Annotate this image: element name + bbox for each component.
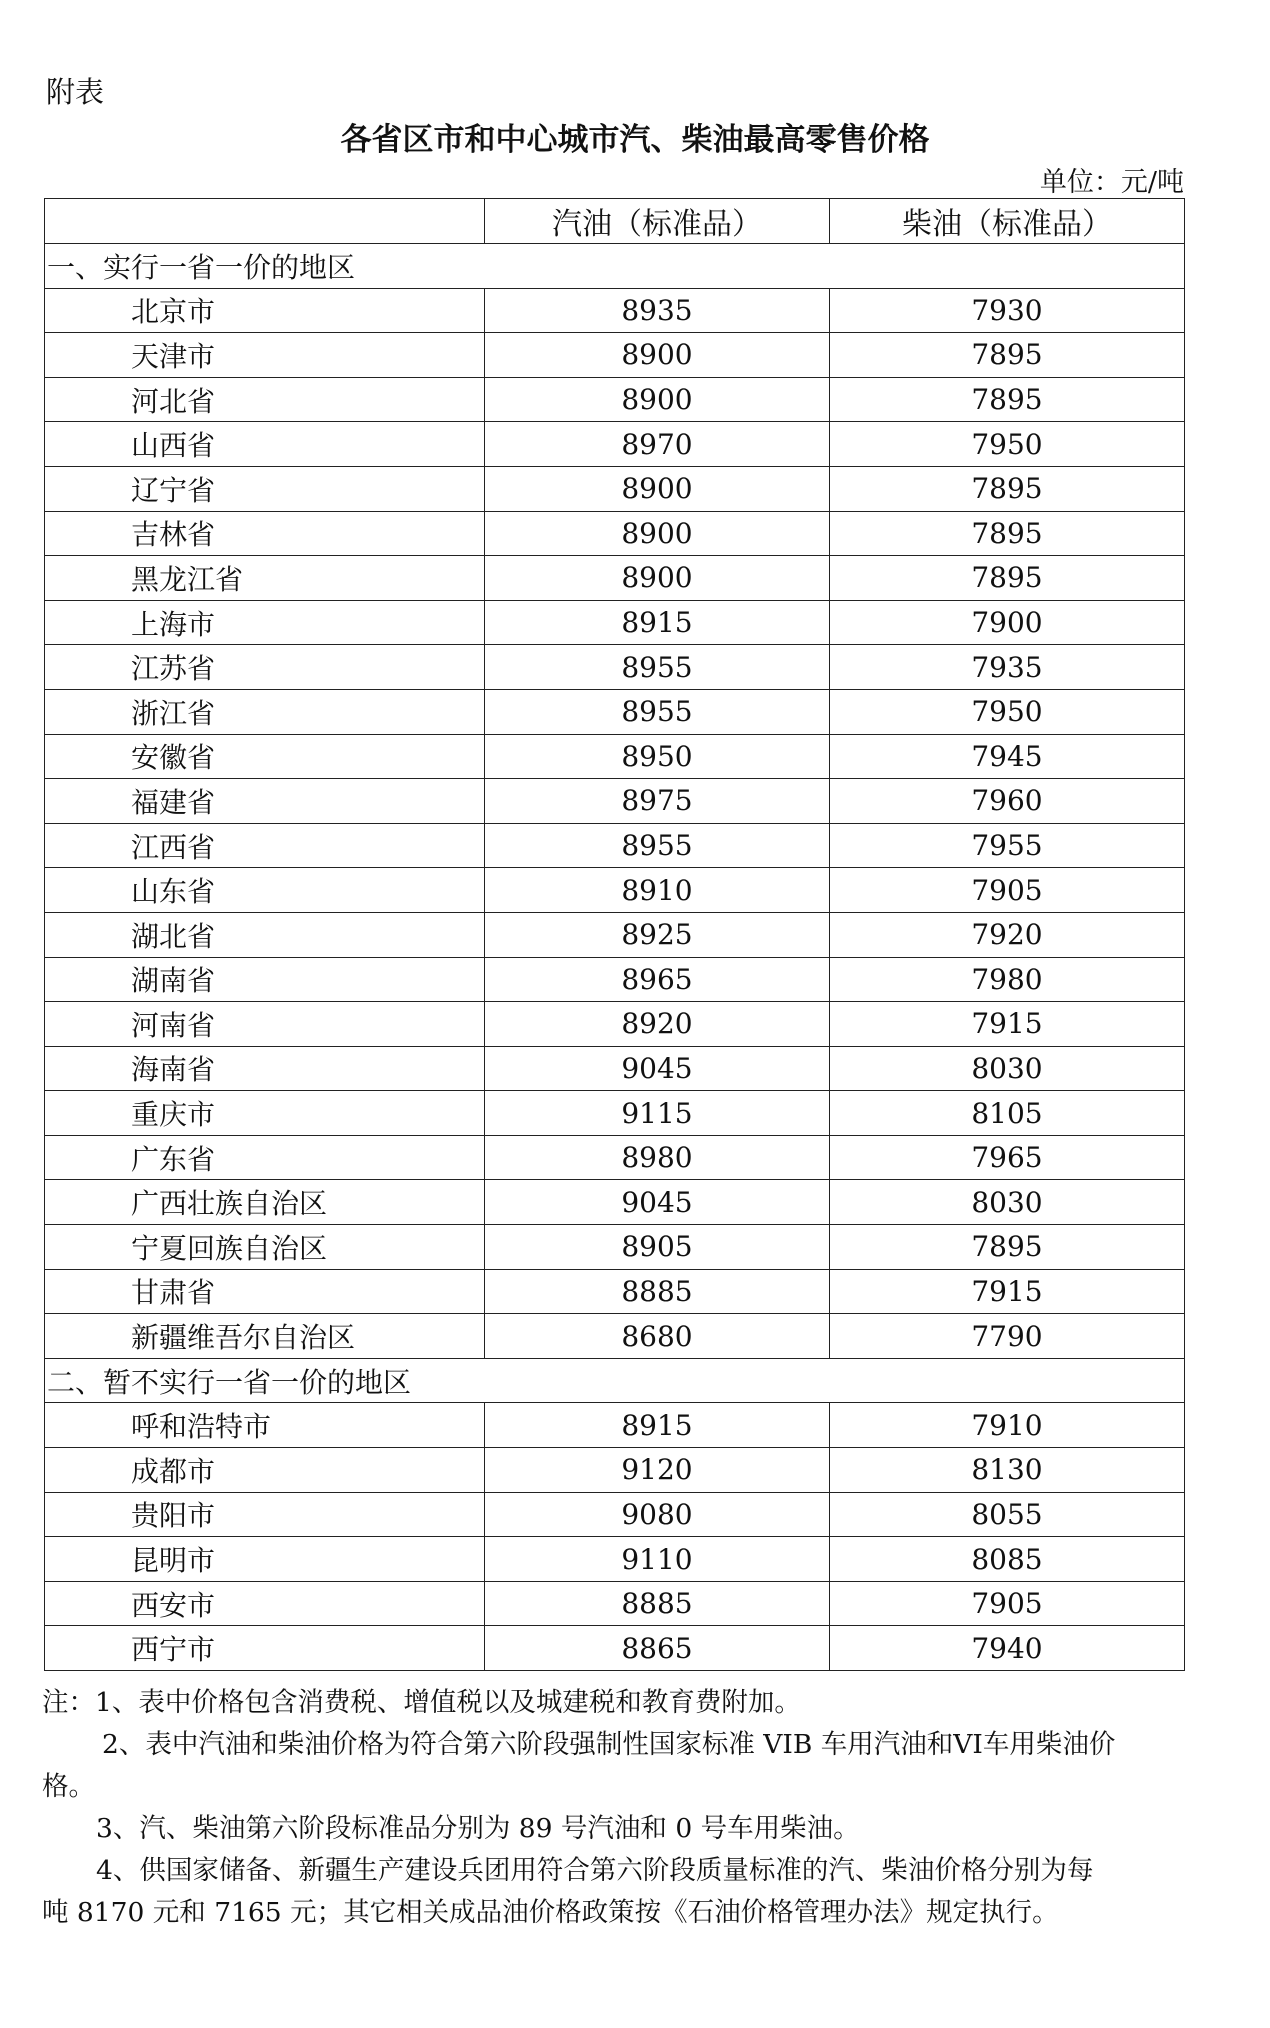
gasoline-price-cell: 8680: [485, 1314, 830, 1359]
region-name-cell: 西宁市: [45, 1626, 485, 1671]
table-row: [45, 1403, 1185, 1448]
gasoline-price-cell: 9115: [485, 1091, 830, 1136]
diesel-price-cell: 7895: [830, 556, 1185, 601]
region-name-cell: 安徽省: [45, 734, 485, 779]
diesel-price-cell: 7790: [830, 1314, 1185, 1359]
gasoline-price-cell: 8955: [485, 645, 830, 690]
gasoline-price-cell: 9080: [485, 1492, 830, 1537]
page-title: 各省区市和中心城市汽、柴油最高零售价格: [340, 122, 930, 158]
gasoline-price-cell: 8920: [485, 1002, 830, 1047]
diesel-price-cell: 8030: [830, 1046, 1185, 1091]
table-row: [45, 1046, 1185, 1091]
diesel-price-cell: 7940: [830, 1626, 1185, 1671]
table-row: [45, 466, 1185, 511]
table-row: [45, 1225, 1185, 1270]
gasoline-price-cell: 8975: [485, 779, 830, 824]
gasoline-price-cell: 8910: [485, 868, 830, 913]
gasoline-price-cell: 8900: [485, 556, 830, 601]
region-name-cell: 福建省: [45, 779, 485, 824]
diesel-price-cell: 8030: [830, 1180, 1185, 1225]
diesel-price-cell: 7915: [830, 1002, 1185, 1047]
gasoline-price-cell: 8955: [485, 823, 830, 868]
region-name-cell: 湖北省: [45, 912, 485, 957]
region-name-cell: 江苏省: [45, 645, 485, 690]
region-name-cell: 山西省: [45, 422, 485, 467]
note-4-continued: 吨 8170 元和 7165 元；其它相关成品油价格政策按《石油价格管理办法》规定执行。: [42, 1897, 1059, 1928]
region-name-cell: 重庆市: [45, 1091, 485, 1136]
region-name-cell: 江西省: [45, 823, 485, 868]
gasoline-price-cell: 8900: [485, 466, 830, 511]
region-name-cell: 西安市: [45, 1581, 485, 1626]
table-row: [45, 957, 1185, 1002]
table-row: [45, 556, 1185, 601]
gasoline-price-cell: 8915: [485, 1403, 830, 1448]
table-row: [45, 734, 1185, 779]
diesel-price-cell: 7895: [830, 333, 1185, 378]
section-heading: 一、实行一省一价的地区: [45, 244, 1185, 289]
gasoline-price-cell: 9110: [485, 1537, 830, 1582]
diesel-price-cell: 7895: [830, 1225, 1185, 1270]
gasoline-price-cell: 8900: [485, 377, 830, 422]
diesel-price-cell: 7950: [830, 422, 1185, 467]
region-name-cell: 宁夏回族自治区: [45, 1225, 485, 1270]
gasoline-price-cell: 8935: [485, 288, 830, 333]
diesel-price-cell: 8105: [830, 1091, 1185, 1136]
note-3: 3、汽、柴油第六阶段标准品分别为 89 号汽油和 0 号车用柴油。: [96, 1813, 860, 1844]
region-name-cell: 天津市: [45, 333, 485, 378]
diesel-price-cell: 7905: [830, 1581, 1185, 1626]
table-row: [45, 1626, 1185, 1671]
diesel-price-cell: 7910: [830, 1403, 1185, 1448]
region-name-cell: 广东省: [45, 1135, 485, 1180]
notes: [42, 1682, 1192, 1934]
diesel-price-cell: 7895: [830, 466, 1185, 511]
header-diesel: 柴油（标准品）: [830, 199, 1185, 244]
region-name-cell: 呼和浩特市: [45, 1403, 485, 1448]
diesel-price-cell: 8085: [830, 1537, 1185, 1582]
note-4: 4、供国家储备、新疆生产建设兵团用符合第六阶段质量标准的汽、柴油价格分别为每: [96, 1855, 1094, 1886]
table-row: [45, 689, 1185, 734]
region-name-cell: 甘肃省: [45, 1269, 485, 1314]
table-row: [45, 868, 1185, 913]
diesel-price-cell: 7950: [830, 689, 1185, 734]
table-row: [45, 823, 1185, 868]
gasoline-price-cell: 8965: [485, 957, 830, 1002]
region-name-cell: 广西壮族自治区: [45, 1180, 485, 1225]
note-2: 2、表中汽油和柴油价格为符合第六阶段强制性国家标准 VIB 车用汽油和VI车用柴油价: [102, 1729, 1116, 1760]
header-region: [45, 199, 485, 244]
region-name-cell: 河南省: [45, 1002, 485, 1047]
gasoline-price-cell: 8885: [485, 1581, 830, 1626]
price-table: [44, 198, 1185, 1671]
gasoline-price-cell: 8970: [485, 422, 830, 467]
diesel-price-cell: 7920: [830, 912, 1185, 957]
region-name-cell: 辽宁省: [45, 466, 485, 511]
table-row: [45, 1135, 1185, 1180]
diesel-price-cell: 7955: [830, 823, 1185, 868]
gasoline-price-cell: 8905: [485, 1225, 830, 1270]
table-row: [45, 377, 1185, 422]
table-row: [45, 333, 1185, 378]
region-name-cell: 海南省: [45, 1046, 485, 1091]
region-name-cell: 成都市: [45, 1448, 485, 1493]
gasoline-price-cell: 8865: [485, 1626, 830, 1671]
gasoline-price-cell: 8950: [485, 734, 830, 779]
region-name-cell: 黑龙江省: [45, 556, 485, 601]
table-row: [45, 645, 1185, 690]
table-row: [45, 1091, 1185, 1136]
region-name-cell: 北京市: [45, 288, 485, 333]
table-body: [45, 244, 1185, 1671]
table-row: [45, 779, 1185, 824]
gasoline-price-cell: 8955: [485, 689, 830, 734]
diesel-price-cell: 7965: [830, 1135, 1185, 1180]
table-row: [45, 912, 1185, 957]
gasoline-price-cell: 8925: [485, 912, 830, 957]
gasoline-price-cell: 8900: [485, 511, 830, 556]
diesel-price-cell: 7915: [830, 1269, 1185, 1314]
table-row: [45, 1581, 1185, 1626]
diesel-price-cell: 7895: [830, 511, 1185, 556]
diesel-price-cell: 7980: [830, 957, 1185, 1002]
table-row: [45, 1492, 1185, 1537]
section-row: [45, 244, 1185, 289]
diesel-price-cell: 7930: [830, 288, 1185, 333]
diesel-price-cell: 8130: [830, 1448, 1185, 1493]
region-name-cell: 山东省: [45, 868, 485, 913]
header-gasoline: 汽油（标准品）: [485, 199, 830, 244]
table-header-row: [45, 199, 1185, 244]
table-row: [45, 1269, 1185, 1314]
gasoline-price-cell: 8885: [485, 1269, 830, 1314]
diesel-price-cell: 7895: [830, 377, 1185, 422]
unit-label: 单位：元/吨: [1039, 167, 1184, 198]
note-1: 注：1、表中价格包含消费税、增值税以及城建税和教育费附加。: [42, 1687, 801, 1718]
region-name-cell: 吉林省: [45, 511, 485, 556]
table-row: [45, 1537, 1185, 1582]
region-name-cell: 新疆维吾尔自治区: [45, 1314, 485, 1359]
diesel-price-cell: 7905: [830, 868, 1185, 913]
gasoline-price-cell: 8980: [485, 1135, 830, 1180]
section-heading: 二、暂不实行一省一价的地区: [45, 1358, 1185, 1403]
region-name-cell: 昆明市: [45, 1537, 485, 1582]
table-row: [45, 1180, 1185, 1225]
table-row: [45, 1448, 1185, 1493]
region-name-cell: 上海市: [45, 600, 485, 645]
appendix-label: 附表: [46, 75, 105, 109]
diesel-price-cell: 7935: [830, 645, 1185, 690]
gasoline-price-cell: 9045: [485, 1180, 830, 1225]
region-name-cell: 浙江省: [45, 689, 485, 734]
table-row: [45, 1314, 1185, 1359]
diesel-price-cell: 7960: [830, 779, 1185, 824]
table-row: [45, 600, 1185, 645]
table-row: [45, 288, 1185, 333]
region-name-cell: 河北省: [45, 377, 485, 422]
diesel-price-cell: 7945: [830, 734, 1185, 779]
region-name-cell: 贵阳市: [45, 1492, 485, 1537]
note-2-continued: 格。: [42, 1771, 95, 1802]
table-row: [45, 511, 1185, 556]
gasoline-price-cell: 8915: [485, 600, 830, 645]
diesel-price-cell: 7900: [830, 600, 1185, 645]
diesel-price-cell: 8055: [830, 1492, 1185, 1537]
section-row: [45, 1358, 1185, 1403]
gasoline-price-cell: 9120: [485, 1448, 830, 1493]
table-row: [45, 1002, 1185, 1047]
region-name-cell: 湖南省: [45, 957, 485, 1002]
gasoline-price-cell: 8900: [485, 333, 830, 378]
gasoline-price-cell: 9045: [485, 1046, 830, 1091]
table-row: [45, 422, 1185, 467]
